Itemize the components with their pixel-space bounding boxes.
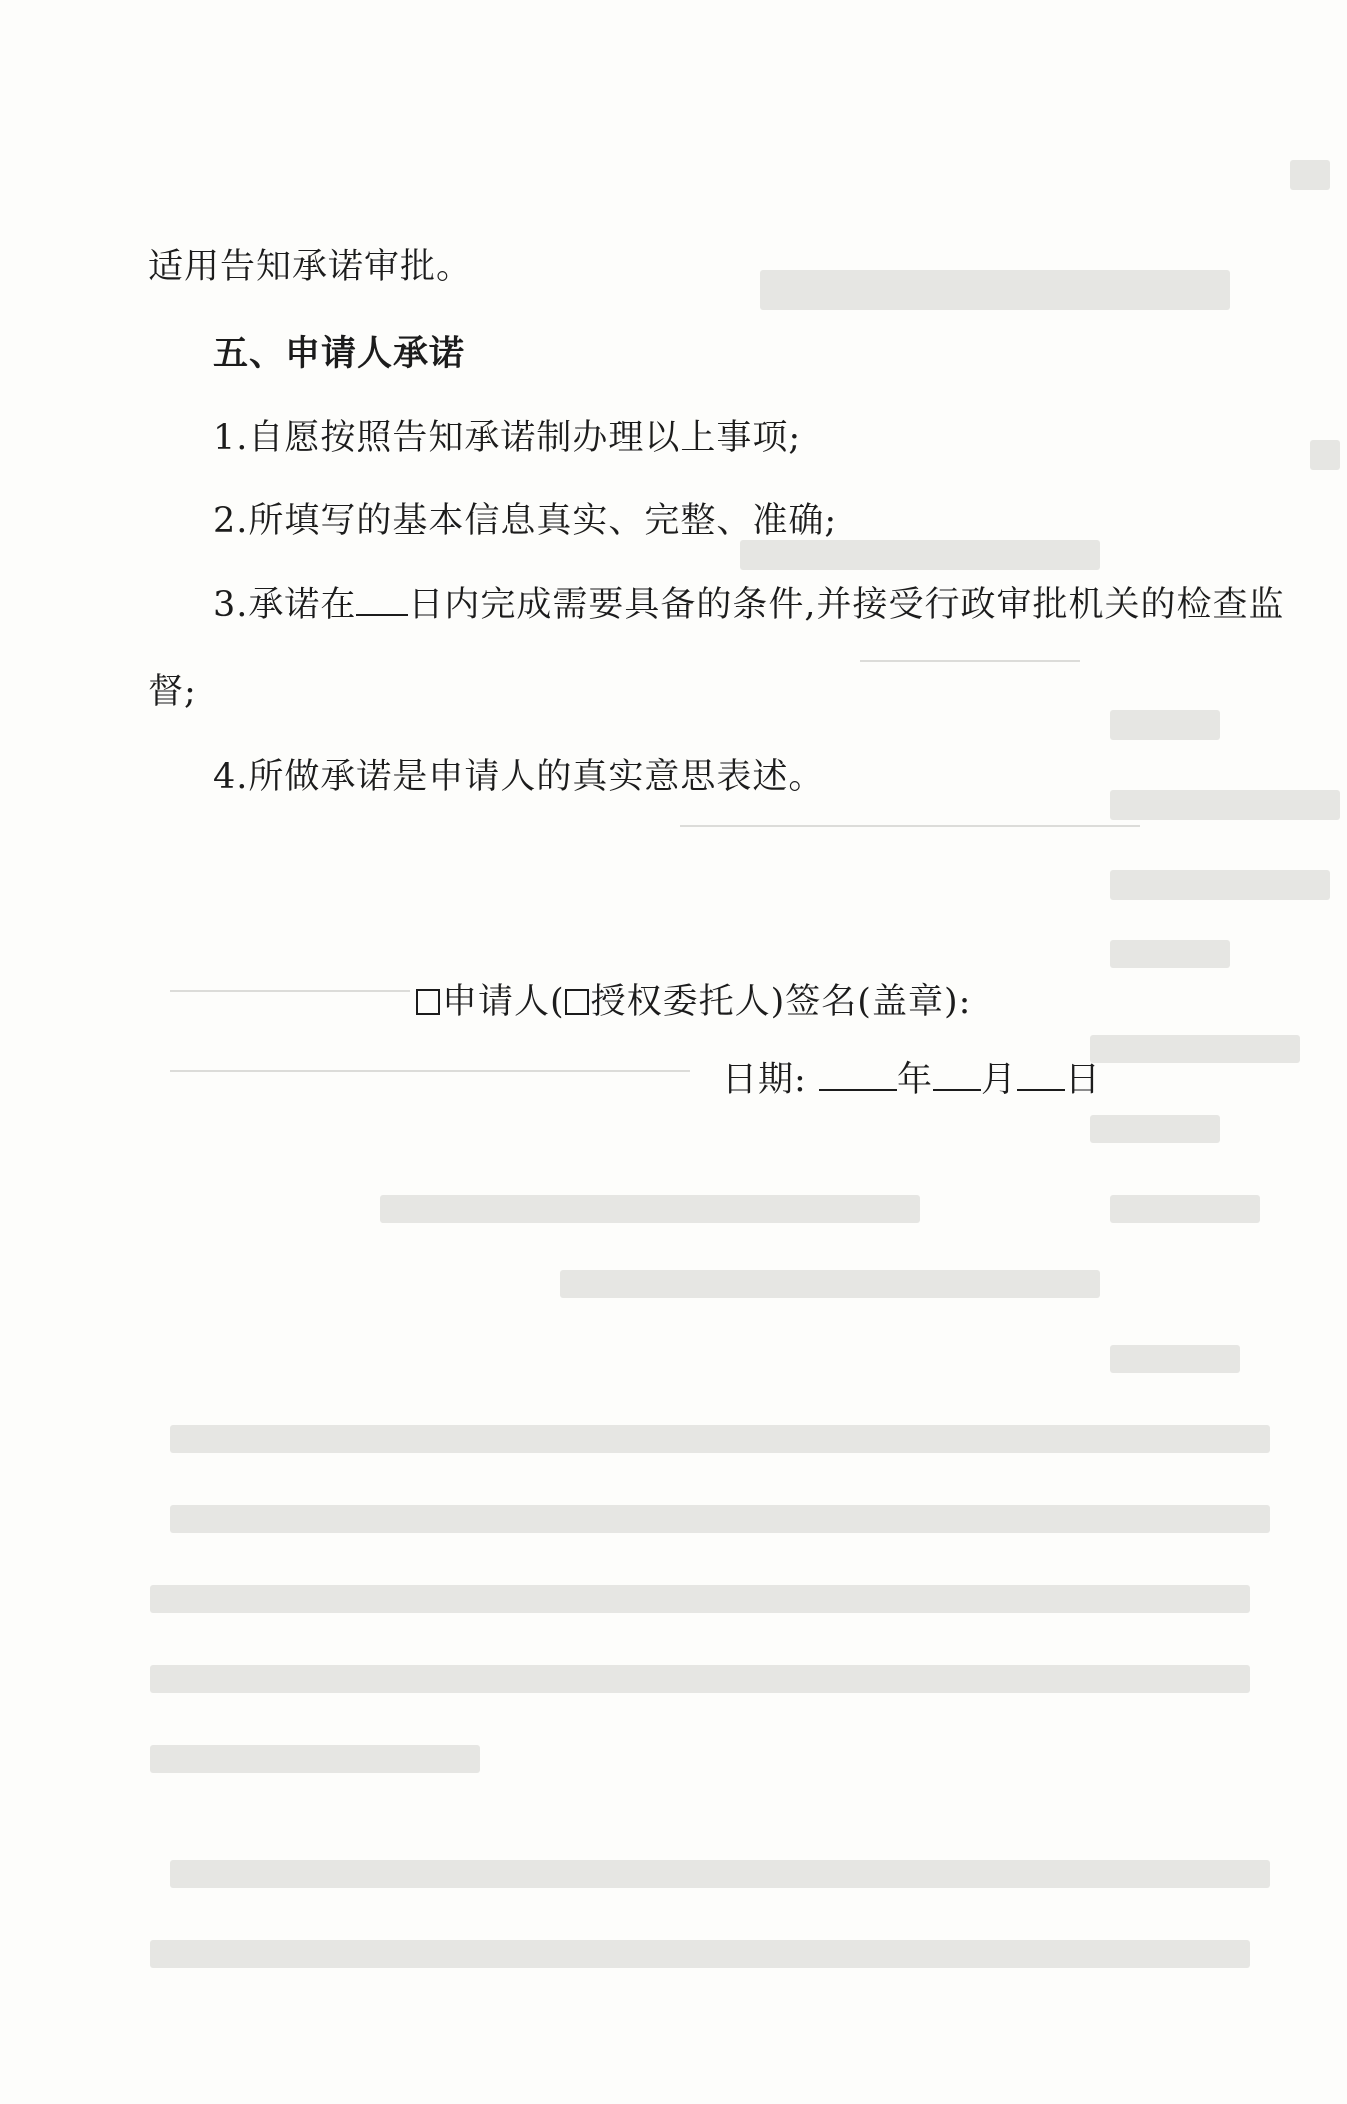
days-blank-field[interactable] [356,580,408,616]
date-label: 日期: [722,1060,807,1100]
date-line [722,1055,1101,1104]
commitment-item-4: 4.所做承诺是申请人的真实意思表述。 [213,757,825,797]
signature-text-1: 申请人( [442,982,565,1022]
day-label: 日 [1064,1060,1101,1100]
month-label: 月 [980,1060,1017,1100]
year-label: 年 [896,1060,933,1100]
applicant-checkbox[interactable] [416,989,440,1015]
commitment-item-1: 1.自愿按照告知承诺制办理以上事项; [213,418,802,458]
signature-line [416,978,971,1026]
item3-suffix: 日内完成需要具备的条件,并接受行政审批机关的检查监 [408,585,1285,625]
commitment-item-3-continued: 督; [148,672,197,712]
commitment-item-2: 2.所填写的基本信息真实、完整、准确; [213,501,838,541]
commitment-item-3 [213,580,1285,629]
paragraph-line-approval: 适用告知承诺审批。 [148,247,473,287]
year-blank-field[interactable] [819,1055,897,1091]
section-heading: 五、申请人承诺 [213,334,466,374]
day-blank-field[interactable] [1017,1055,1065,1091]
authorized-agent-checkbox[interactable] [565,989,589,1015]
item3-prefix: 3.承诺在 [213,585,357,625]
month-blank-field[interactable] [933,1055,981,1091]
signature-text-2: 授权委托人)签名(盖章): [590,982,972,1022]
